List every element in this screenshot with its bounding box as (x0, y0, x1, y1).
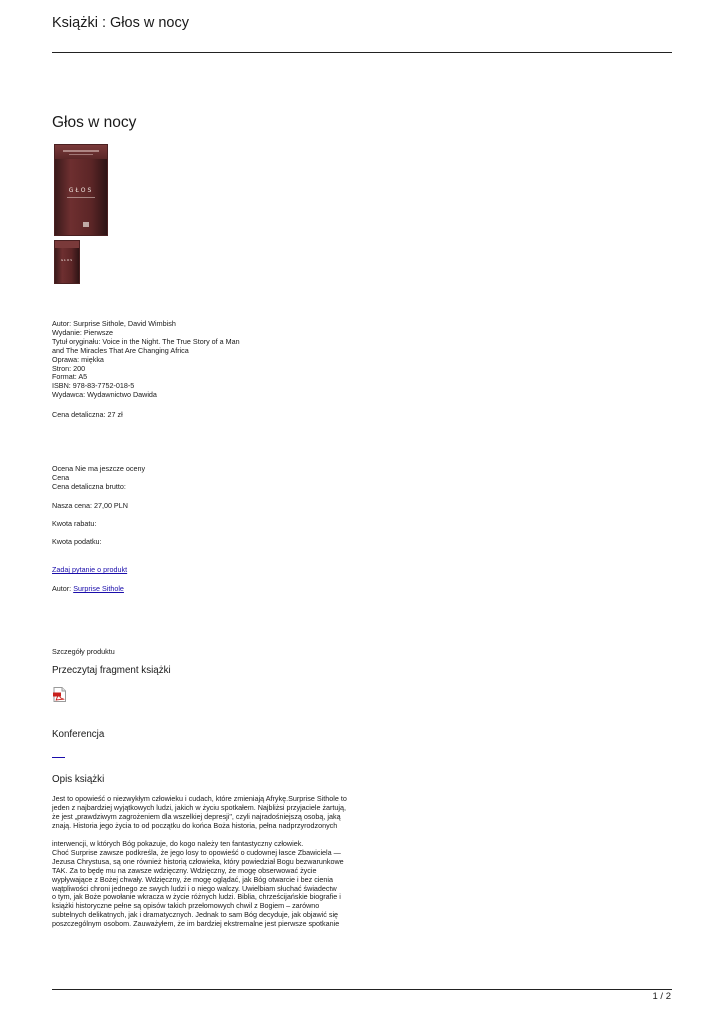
description-paragraph-1 (52, 795, 357, 831)
price-label: Cena (52, 473, 70, 482)
detail-original-title-cont: and The Miracles That Are Changing Africa (52, 345, 189, 355)
fragment-heading: Przeczytaj fragment książki (52, 665, 171, 676)
product-details (52, 320, 240, 400)
product-title: Głos w nocy (52, 114, 137, 131)
detail-original-title: Tytuł oryginału: Voice in the Night. The True Story of a Man (52, 336, 240, 346)
book-cover-image[interactable] (54, 144, 108, 236)
our-price: Nasza cena: 27,00 PLN (52, 501, 128, 510)
cover-title: GŁOS (68, 187, 94, 194)
description-line: że jest „prawdziwym zagrożeniem dla wszelkiej depresji", czyli najradośniejszą osobą, jaką (52, 811, 341, 821)
description-line: wypływające z Bożej chwały. Wdzięczny, że mogę oglądać, jak Bóg otwarcie i bez cienia (52, 874, 333, 884)
description-line: znają. Historia jego życia to od początku do końca Boża historia, pełna nadprzyrodzonych (52, 820, 338, 830)
conference-heading: Konferencja (52, 729, 105, 740)
detail-author: Autor: Surprise Sithole, David Wimbish (52, 319, 176, 328)
detail-isbn: ISBN: 978-83-7752-018-5 (52, 381, 135, 391)
thumb-top-band (55, 241, 79, 248)
description-line: poszczególnym osobom. Zauważyłem, że im bardziej ekstremalne jest pierwsze spotkanie (52, 919, 340, 929)
pdf-icon[interactable] (53, 687, 66, 702)
retail-price: Cena detaliczna: 27 zł (52, 410, 123, 419)
description-line: TAK. Za to będę mu na zawsze wdzięczny. Wdzięczny, że mogę obserwować życie (52, 865, 317, 875)
detail-edition: Wydanie: Pierwsze (52, 327, 114, 337)
description-line: Jezusa Chrystusa, są one również historią człowieka, który powiedział Bogu bezwarunkowe (52, 856, 344, 866)
publisher-logo (83, 222, 89, 227)
page-header-title: Książki : Głos w nocy (52, 15, 189, 31)
author-line (52, 585, 124, 594)
cover-top-band (55, 145, 107, 159)
product-details-label: Szczegóły produktu (52, 647, 115, 656)
detail-publisher: Wydawca: Wydawnictwo Dawida (52, 390, 157, 400)
description-line: wątpliwości chroni jednego ze swych ludzi i o niego walczy. Uwielbiam słuchać świadectw (52, 883, 337, 893)
description-line: o tym, jak Boże powołanie wkracza w życie różnych ludzi. Biblia, chrześcijańskie biografie i (52, 892, 341, 902)
gross-retail-price: Cena detaliczna brutto: (52, 482, 126, 491)
detail-format: Format: A5 (52, 372, 88, 382)
detail-pages: Stron: 200 (52, 363, 86, 373)
thumb-cover-title: GŁOS (60, 258, 74, 262)
description-line: Jest to opowieść o niezwykłym człowieku i cudach, które zmieniają Afrykę.Surprise Sithole to (52, 794, 347, 803)
header-divider (52, 52, 672, 53)
cover-author-text-2 (69, 154, 93, 155)
page-number: 1 / 2 (652, 991, 671, 1002)
detail-binding: Oprawa: miękka (52, 354, 104, 364)
description-line: interwencji, w których Bóg pokazuje, do kogo należy ten fantastyczny człowiek. (52, 839, 304, 848)
ask-question-link[interactable]: Zadaj pytanie o produkt (52, 565, 128, 574)
book-cover-thumbnail[interactable] (54, 240, 80, 284)
description-line: książki historyczne pełne są opisów takich przełomowych chwil z Bogiem – zarówno (52, 901, 320, 911)
description-line: jeden z najbardziej wyjątkowych ludzi, jakich w życiu spotkałem. Najbliżsi przyjaciele żartują, (52, 802, 347, 812)
conference-link[interactable] (52, 757, 65, 758)
description-line: Choć Surprise zawsze podkreśla, że jego losy to opowieść o cudownej łasce Zbawiciela — (52, 847, 341, 857)
description-paragraph-2 (52, 840, 357, 929)
cover-subtitle (67, 197, 95, 198)
author-prefix: Autor: (52, 584, 72, 593)
description-line: subtelnych delikatnych, jak i dramatycznych. Jednak to sam Bóg decyduje, jak objawić się (52, 910, 339, 920)
rating-text: Ocena Nie ma jeszcze oceny (52, 464, 146, 473)
author-link[interactable]: Surprise Sithole (73, 584, 124, 593)
cover-author-text (63, 150, 99, 152)
discount-amount: Kwota rabatu: (52, 519, 97, 528)
description-heading: Opis książki (52, 774, 105, 785)
footer-divider (52, 989, 672, 990)
tax-amount: Kwota podatku: (52, 537, 102, 546)
